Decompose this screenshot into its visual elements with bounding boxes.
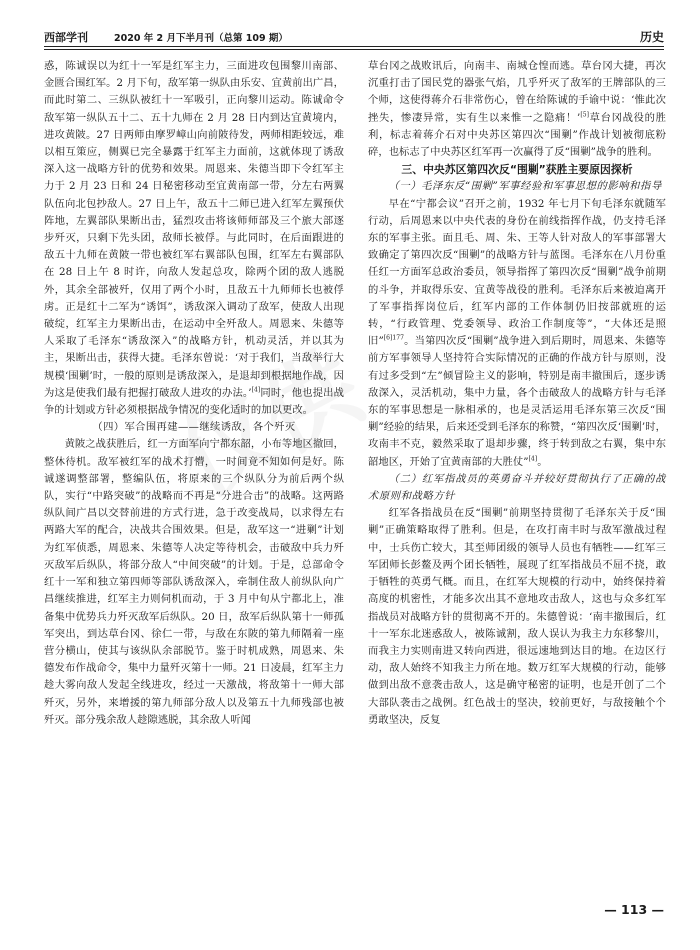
right-column [368,58,666,729]
citation: [6]177 [383,334,405,342]
running-header [44,26,664,46]
citation: [4] [251,386,261,394]
issue-info: 2020 年 2 月下半月刊（总第 109 期） [114,33,288,44]
paragraph: 红军各指战员在反“围剿”前期坚持贯彻了毛泽东关于反“围剿”正确策略取得了胜利。但是，在攻打南丰时与敌军激战过程中，士兵伤亡较大，其至师团级的领导人员也有牺牲——红军三军团师长彭鳌及两个团长牺牲，展现了红军指战员不屈不挠，敢于牺牲的英勇气概。而且，在红军大规模的行动中，始终保持着高度的机密性，才能多次出其不意地攻击敌人，这也与众多红军指战员对战略方针的贯彻离不开的。朱德曾说：‘南丰撤围后，红十一军东北迷惑敌人，被陈诚割，敌人误认为我主力东移黎川，而我主力实则南进又转向西进，很远速地到达目的地。在边区行动，敌人始终不知我主力所在地。数万红军大规模的行动，能够做到出敌不意袭击敌人，这是确守秘密的证明，也是开创了二个大部队袭击之战例。红色战士的坚决，较前更好，与敌接触个个勇敢坚决，反复 [368,507,666,726]
header-rule-thin [44,49,664,50]
citation: [4] [528,455,538,463]
paragraph: 早在“宁都会议”召开之前，1932 年七月下旬毛泽东就随军行动，后周恩来以中央代表的身份在前线指挥作战，仍支持毛泽东的军事主张。面且毛、周、朱、王等人针对敌人的军事部署大致确定了第四次反“围剿”的战略方针与蓝图。毛泽东在八月份重任红一方面军总政治委员，领导指挥了第四次反“围剿”战争前期的斗争，并取得乐安、宜黄等战役的胜利。毛泽东后来被迫离开了军事指挥岗位后，红军内部的工作体制仍旧按部就班的运转，“行政管理、党委领导、政治工作制度等”，“大体还是照旧”$^{[6]177}$。当第四次反“围剿”战争进入到后期时，周恩来、朱德等前方军事领导人坚持符合实际情况的正确的作战方针与原则，没有过多受到“左”倾冒险主义的影响，特别是南丰撤围后，逐步诱敌深入，灵活机动，集中力量，各个击破敌人的战略方针与毛泽东的军事思想是一脉相承的，也是灵活运用毛泽东第三次反“围剿”经验的结果，后来还受到毛泽东的称赞，“第四次反‘围剿’时，攻南丰不克，毅然采取了退却步骤，终于转到敌之右翼，集中东韶地区，开始了宜黄南部的大胜仗”[4]。 [368,197,666,468]
section-label: 历史 [639,30,664,44]
citation: [5] [580,111,589,119]
subsection-heading: （二）红军指战员的英勇奋斗并较好贯彻执行了正确的战术原则和战略方针 [368,472,666,503]
paragraph: 黄陂之战获胜后，红一方面军向宁都东韶，小布等地区撤回，整休待机。敌军被红军的战术打懵，一时间竟不知如何是好。陈诚遂调整部署，整编队伍，将原来的三个纵队分为前后两个纵队，实行“中路突破”的战略而不再是“分进合击”的战略。这两路纵队间广昌以交替前进的方式行进，急于改变战局，以求得左右两路大军的配合，决战共合围效果。但是，敌军这一“进剿”计划为红军侦悉，周恩来、朱德等人决定等待机会，击破敌中兵力歼灭敌军后纵队，将部分敌人“中间突破”的计划。于是，总部命令红十一军和独立第四师等部队诱敌深入，牵制住敌人前纵队向广昌继续推进，红军主力则伺机而动，于 3 月中旬从宁都北上，准备集中优势兵力歼灭敌军后纵队。20 日，敌军后纵队第十一师孤军突出，到达草台冈、徐仁一带，与敌在东陂的第九师隔着一座营分横山，使其与该纵队余部脱节。鉴于时机成熟，周恩来、朱德发布作战命令，集中力量歼灭第十一师。21 日凌晨，红军主力趁大雾向敌人发起全线进攻，经过一天激战，将敌第十一师大部歼灭，另外，来增援的第九师部分敌人以及第五十九师残部也被歼灭。部分残余敌人趁隙逃脱，其余敌人听闻 [44,438,344,726]
subsection-heading: （一）毛泽东反“围剿”军事经验和军事思想的影响和指导 [388,180,662,193]
paragraph: 草台冈之战败讯后，向南丰、南城仓惶而逃。草台冈大捷，再次沉重打击了国民党的器张气焰，几乎歼灭了敌军的王牌部队的三个师，这使得蒋介石非常伤心，曾在给陈诚的手谕中说：‘惟此次挫失，惨凄异常，实有生以来惟一之隐痛！’[5]草台冈战役的胜利，标志着蒋介石对中央苏区第四次“围剿”作战计划被彻底粉碎，也标志了中央苏区红军再一次赢得了反“围剿”战争的胜利。 [368,60,666,159]
page-number: — 113 — [604,902,664,917]
paragraph: 惑，陈诚误以为红十一军是红军主力，三面进攻包围黎川南部、金匮合围红军。2 月下旬，敌军第一纵队由乐安、宜黄前出广昌，而此时第二、三纵队被红十一军吸引，正向黎川运动。陈诚命令敌军第一纵队五十二、五十九师在 2 月 28 日内到达宜黄境内，进攻黄陂。27 日两师由摩罗嶂山向前陂待发，两师相距较远，难以相互策应，侧翼已完全暴露于红军主力面前，这就体现了诱敌深入这一战略方针的优势和效果。周恩来、朱德当即下令红军主力于 2 月 23 日和 24 日秘密移动至宜黄南部一带，分左右两翼队伍向北包抄敌人。27 日上午，敌五十二师已进入红军左翼预伏阵地，左翼部队果断出击，猛烈攻击将该师师部及三个旅大部逐步歼灭，只剩下先头团，敌师长被俘。与此同时，在后面跟进的敌五十九师在黄陂一带也被红军右翼部队包围，红军左右翼部队在 28 日上午 8 时许，向敌人发起总攻，除两个团的敌人逃脱外，其余全部被歼，仅用了两个小时，且敌五十九师师长也被俘虏。正是红十二军为“诱饵”，诱敌深入调动了敌军，使敌人出现破绽，红军主力果断出击，在运动中全歼敌人。周恩来、朱德等人采取了毛泽东“诱敌深入”的战略方针，机动灵活，并以其为主，果断出击，获得大捷。毛泽东曾说：‘对于我们，当敌举行大规模‘围剿’时，一般的原则是诱敌深入，是退却到根据地作战，因为这是使我们最有把握打破敌人进攻的办法。’[4]同时，他也提出战争的计划或方针必须根据战争情况的变化适时的加以更改。 [44,60,344,417]
header-rule-thick [44,46,664,47]
subsection-heading: （四）军合围再建——继续诱敌，各个歼灭 [92,421,296,434]
section-heading: 三、中央苏区第四次反“围剿”获胜主要原因探析 [401,163,633,177]
journal-logo: 西部学刊 [44,31,88,44]
left-column [44,58,344,729]
